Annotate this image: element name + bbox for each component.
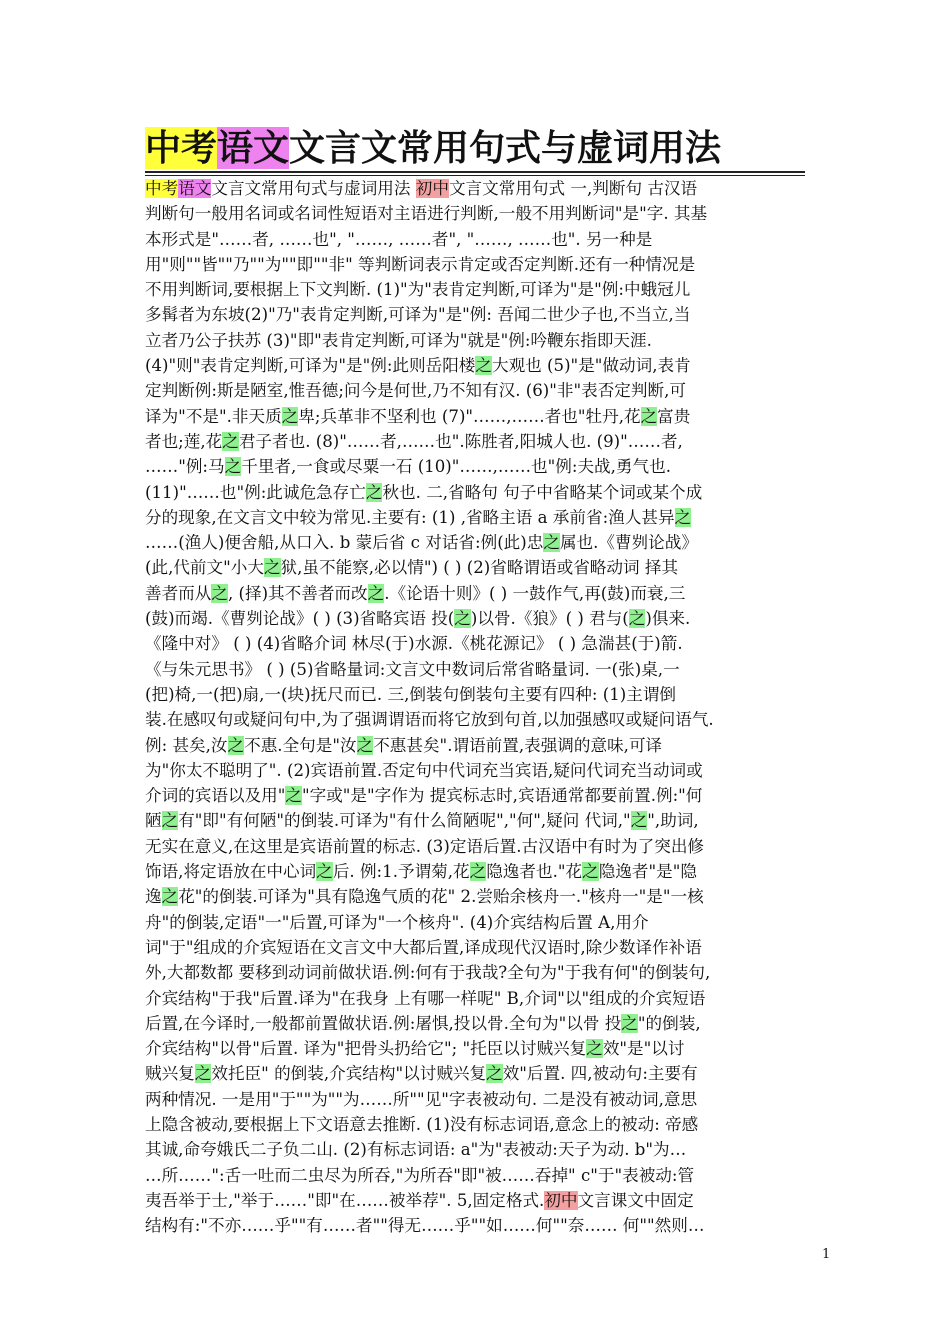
highlighted-term: 之 [640,406,658,426]
text-run: 用"则""皆""乃""为""即""非" 等判断词表示肯定或否定判断.还有一种情况是 [145,254,696,274]
text-run: 逸 [145,887,162,907]
highlighted-term: 之 [628,609,646,629]
text-line [145,1087,811,1112]
text-line [145,935,811,960]
text-run: 装.在感叹句或疑问句中,为了强调谓语而将它放到句首,以加强感叹或疑问语气. [145,710,714,730]
text-line [145,227,811,252]
text-run: 无实在意义,在这里是宾语前置的标志. (3)定语后置.古汉语中有时为了突出修 [145,836,705,856]
text-run: 多髯者为东坡(2)"乃"表肯定判断,可译为"是"例: 吾闻二世少子也,不当立,当 [145,305,691,325]
text-run: 饰语,将定语放在中心词 [145,862,317,882]
text-line [145,429,811,454]
text-run: 例: 甚矣,汝 [145,735,228,755]
page-number: 1 [822,1247,831,1262]
text-run: 文言文常用句式 一,判断句 古汉语 [448,179,698,198]
text-run: 《与朱元思书》 ( ) (5)省略量词:文言文中数词后常省略量词. 一(张)桌,一 [145,659,680,679]
text-line [145,606,811,631]
text-run: 效"后置. 四,被动句:主要有 [502,1064,698,1084]
highlighted-term: 之 [475,356,492,376]
text-run: 效托臣" 的倒装,介宾结构"以讨贼兴复 [211,1064,487,1084]
highlighted-term: 之 [356,735,374,755]
document-body [145,176,811,1238]
text-line [145,454,811,479]
text-run: 为"你太不聪明了". (2)宾语前置.否定句中代词充当宾语,疑问代词充当动词或 [145,760,703,780]
highlighted-term: 之 [222,431,239,451]
highlighted-term: 之 [224,457,242,477]
text-run: 不惠.全句是"汝 [244,735,357,755]
text-run: 译为"不是".非天质 [145,406,282,426]
highlighted-term: 之 [630,811,648,831]
text-line [145,555,811,580]
text-line [145,378,811,403]
text-line [145,480,811,505]
text-run: (此,代前文"小大 [145,558,264,578]
text-run: ",助词, [647,811,699,831]
text-line [145,758,811,783]
text-run: , (择)其不善者而改 [227,583,368,603]
text-run: 《隆中对》 ( ) (4)省略介词 林尽(于)水源.《桃花源记》 ( ) 急湍甚(于)箭. [145,634,683,654]
text-line [145,302,811,327]
text-line [145,808,811,833]
text-line [145,910,811,935]
text-line [145,1188,811,1213]
text-run: )以骨.《狼》( ) 君与( [470,609,629,629]
text-line [145,1137,811,1162]
text-run: 隐逸者"是"隐 [598,862,697,882]
highlighted-term: 之 [263,558,281,578]
highlighted-term: 之 [285,786,302,806]
text-line [145,884,811,909]
text-run: (11)"……也"例:此诚危急存亡 [145,482,366,502]
text-run: 属也.《曹刿论战》 [559,533,698,553]
text-run: "字或"是"字作为 提宾标志时,宾语通常都要前置.例:"何 [301,786,703,806]
text-line [145,328,811,353]
text-run: "的倒装, [637,1013,701,1033]
text-line [145,733,811,758]
highlighted-term: 初中 [415,179,449,198]
text-line [145,960,811,985]
text-line [145,1061,811,1086]
text-run: 舟"的倒装,定语"一"后置,可译为"一个核舟". (4)介宾结构后置 A,用介 [145,912,649,932]
highlighted-term: 初中 [544,1190,578,1210]
highlighted-term: 语文 [178,179,212,198]
document-title [145,126,721,170]
text-run: 上隐含被动,要根据上下文语意去推断. (1)没有标志词语,意念上的被动: 帝感 [145,1114,699,1134]
text-line [145,859,811,884]
text-run: 君子者也. (8)"……者,……也".陈胜者,阳城人也. (9)"……者, [238,431,683,451]
text-run: 狱,虽不能察,必以情") ( ) (2)省略谓语或省略动词 择其 [280,558,679,578]
text-line [145,505,811,530]
text-run: …所……":舌一吐而二虫尽为所吞,"为所吞"即"被……吞掉" c"于"表被动:管 [145,1165,695,1185]
text-run: ……(渔人)便舍船,从口入. b 蒙后省 c 对话省:例(此)忠 [145,533,544,553]
highlighted-term: 中考 [145,179,179,198]
highlighted-term: 之 [227,735,245,755]
text-run: 者也;莲,花 [145,431,223,451]
text-run: 两种情况. 一是用"于""为""为……所""见"字表被动句. 二是没有被动词,意思 [145,1089,698,1109]
text-run: 大观也 (5)"是"做动词,表肯 [492,356,691,376]
title-text: 文言文常用句式与虚词用法 [289,127,722,169]
text-run: 立者乃公子扶苏 (3)"即"表肯定判断,可译为"就是"例:吟鞭东指即天涯. [145,330,652,350]
text-run: 分的现象,在文言文中较为常见.主要有: (1) ,省略主语 a 承前省:渔人甚异 [145,507,675,527]
text-line [145,353,811,378]
text-line [145,986,811,1011]
highlighted-term: 之 [211,583,228,603]
highlighted-term: 之 [367,583,385,603]
text-line [145,404,811,429]
text-line [145,176,811,201]
text-line [145,1112,811,1137]
text-run: 介词的宾语以及用" [145,786,286,806]
text-line [145,1011,811,1036]
text-run: 词"于"组成的介宾短语在文言文中大都后置,译成现代汉语时,除少数译作补语 [145,937,702,957]
highlighted-term: 之 [194,1064,212,1084]
highlighted-term: 之 [543,533,560,553]
text-line [145,1213,811,1238]
highlighted-term: 中考 [145,127,218,169]
text-run: 不惠甚矣".谓语前置,表强调的意味,可译 [373,735,663,755]
text-run: )俱来. [645,609,691,629]
text-run: 其诚,命夸娥氏二子负二山. (2)有标志词语: a"为"表被动:天子为动. b"为… [145,1140,687,1160]
text-line [145,783,811,808]
highlighted-term: 之 [365,482,383,502]
text-run: 秋也. 二,省略句 句子中省略某个词或某个成 [382,482,703,502]
highlighted-term: 之 [621,1013,638,1033]
text-run: 定判断例:斯是陋室,惟吾德;问今是何世,乃不知有汉. (6)"非"表否定判断,可 [145,381,686,401]
text-run: 文言文常用句式与虚词用法 [211,179,416,198]
text-line [145,707,811,732]
text-run: 本形式是"……者, ……也", "……, ……者", "……, ……也". 另一种是 [145,229,653,249]
text-line [145,277,811,302]
text-line [145,252,811,277]
highlighted-term: 之 [582,862,599,882]
text-run: 后. 例:1.予谓菊,花 [332,862,470,882]
text-run: 效"是"以讨 [602,1039,685,1059]
text-run: .《论语十则》( ) 一鼓作气,再(鼓)而衰,三 [384,583,686,603]
text-line [145,834,811,859]
text-run: 后置,在今译时,一般都前置做状语.例:屠惧,投以骨.全句为"以骨 投 [145,1013,622,1033]
title-rule-thick [145,171,805,173]
highlighted-term: 之 [454,609,471,629]
text-run: 外,大都数都 要移到动词前做状语.例:何有于我哉?全句为"于我有何"的倒装句, [145,963,711,983]
text-line [145,657,811,682]
text-run: (鼓)而竭.《曹刿论战》( ) (3)省略宾语 投( [145,609,455,629]
text-line [145,530,811,555]
text-line [145,201,811,226]
text-line [145,581,811,606]
text-run: 隐逸者也."花 [486,862,583,882]
text-run: 文言课文中固定 [577,1190,694,1210]
highlighted-term: 之 [469,862,487,882]
text-run: (4)"则"表肯定判断,可译为"是"例:此则岳阳楼 [145,356,476,376]
text-run: 介宾结构"于我"后置.译为"在我身 上有哪一样呢" B,介词"以"组成的介宾短语 [145,988,706,1008]
highlighted-term: 之 [316,862,333,882]
text-line [145,682,811,707]
text-run: 千里者,一食或尽粟一石 (10)"……,……也"例:夫战,勇气也. [241,457,671,477]
text-run: ……"例:马 [145,457,225,477]
text-line [145,1036,811,1061]
text-run: 善者而从 [145,583,212,603]
text-run: 介宾结构"以骨"后置. 译为"把骨头扔给它"; "托臣以讨贼兴复 [145,1039,587,1059]
text-run: 判断句一般用名词或名词性短语对主语进行判断,一般不用判断词"是"字. 其基 [145,204,708,224]
text-run: 贼兴复 [145,1064,195,1084]
text-run: 卑;兵革非不坚利也 (7)"……,……者也"牡丹,花 [298,406,641,426]
text-run: 花"的倒装.可译为"具有隐逸气质的花" 2.尝贻余核舟一."核舟一"是"一核 [178,887,704,907]
text-run: 有"即"有何陋"的倒装.可译为"有什么简陋呢","何",疑问 代词," [178,811,631,831]
text-run: 不用判断词,要根据上下文判断. (1)"为"表肯定判断,可译为"是"例:中蛾冠儿 [145,280,691,300]
highlighted-term: 之 [161,811,179,831]
text-run: 结构有:"不亦……乎""有……者""得无……乎""如……何""奈…… 何""然则… [145,1216,705,1236]
text-line [145,1163,811,1188]
text-run: 夷吾举于士,"举于……"即"在……被举荐". 5,固定格式. [145,1190,545,1210]
highlighted-term: 之 [586,1039,603,1059]
highlighted-term: 之 [161,887,179,907]
highlighted-term: 之 [674,507,692,527]
text-run: 陋 [145,811,162,831]
highlighted-term: 之 [281,406,299,426]
text-run: (把)椅,一(把)扇,一(块)抚尺而已. 三,倒装句倒装句主要有四种: (1)主谓倒 [145,684,677,704]
highlighted-term: 之 [486,1064,503,1084]
text-run: 富贵 [657,406,691,426]
text-line [145,631,811,656]
highlighted-term: 语文 [217,127,290,169]
